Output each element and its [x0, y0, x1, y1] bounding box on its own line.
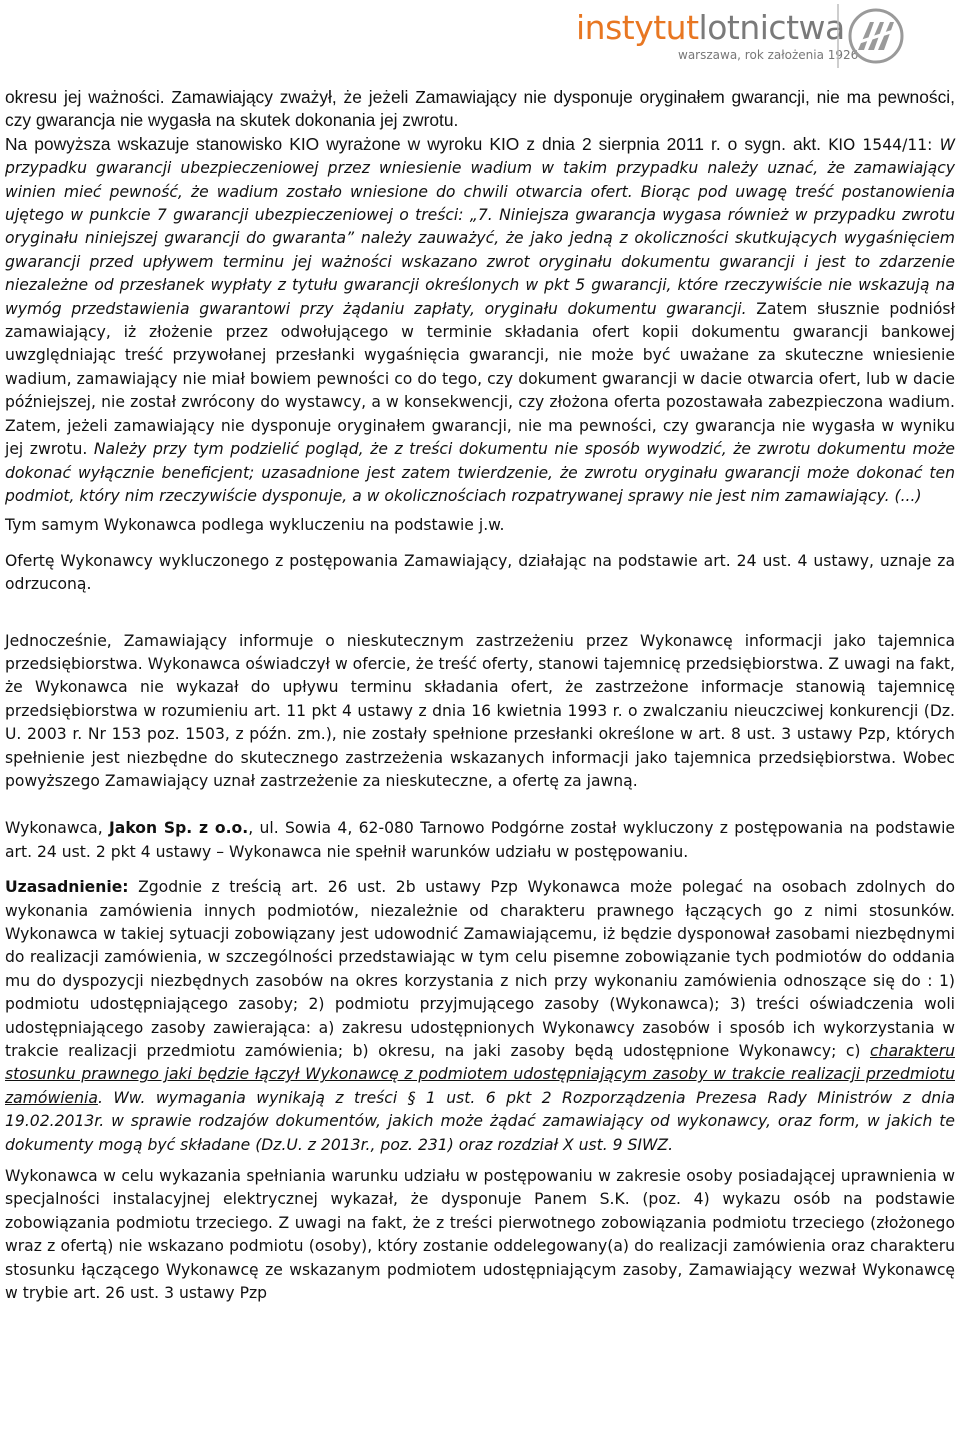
kio-ruling-intro: Na powyższa wskazuje stanowisko KIO wyrażone w wyroku KIO z dnia 2 sierpnia 2011 r. o sygn. akt.	[5, 133, 821, 154]
logo-word-lotnictwa: lotnictwa	[698, 8, 845, 47]
paragraph-kio-ruling	[5, 133, 955, 509]
justification-underlined: charakteru stosunku prawnego jaki będzie łączył Wykonawcę z podmiotem udostępniającym zasoby w trakcie realizacji przedmiotu zamówienia	[5, 1042, 955, 1107]
paragraph-offer-rejected: Ofertę Wykonawcy wykluczonego z postępowania Zamawiający, działając na podstawie art. 24 ust. 4 ustawy, uznaje za odrzuconą.	[5, 551, 955, 594]
justification-regulation: . Ww. wymagania wynikają z treści § 1 ust. 6 pkt 2 Rozporządzenia Prezesa Rady Ministrów z dnia 19.02.2013r. w sprawie rodzajów dokumentów, jakich może żądać zamawiający od wykonawcy, oraz form, w jakich te dokumenty mogą być składane (Dz.U. z 2013r., poz. 231) oraz rozdział X ust. 9 SIWZ.	[5, 1088, 955, 1154]
aircraft-emblem-icon	[836, 2, 908, 70]
institute-logo-wordmark	[576, 6, 845, 50]
paragraph-trade-secret: Jednocześnie, Zamawiający informuje o nieskutecznym zastrzeżeniu przez Wykonawcę informacji jako tajemnica przedsiębiorstwa. Wykonawca oświadczył w ofercie, że treść oferty, stanowi tajemnicę przedsiębiorstwa. Z uwagi na fakt, że Wykonawca nie wykazał do upływu terminu składania ofert, że zastrzeżone informacje stanowią tajemnicę przedsiębiorstwa w rozumieniu art. 11 pkt 4 ustawy z dnia 16 kwietnia 1993 r. o zwalczaniu nieuczciwej konkurencji (Dz. U. 2003 r. Nr 153 poz. 1503, z późn. zm.), nie zostały spełnione przesłanki określone w art. 8 ust. 3 ustawy Pzp, których spełnienie jest niezbędne do skutecznego zastrzeżenia wskazanych informacji jako tajemnica przedsiębiorstwa. Wobec powyższego Zamawiający uznał zastrzeżenie za nieskuteczne, a ofertę za jawną.	[5, 631, 955, 790]
paragraph-electrical-qualification: Wykonawca w celu wykazania spełniania warunku udziału w postępowaniu w zakresie osoby posiadającej uprawnienia w specjalności instalacyjnej elektrycznej wykazał, że dysponuje Panem S.K. (poz. 4) wykazu osób na podstawie zobowiązania podmiotu trzeciego. Z uwagi na fakt, że z treści pierwotnego zobowiązania podmiotu trzeciego (złożonego wraz z ofertą) nie wskazano podmiotu (osoby), który zostanie oddelegowany(a) do realizacji zamówienia oraz charakteru stosunku łączącego Wykonawcę ze wskazanym podmiotem udostępniającym zasoby, Zamawiający wezwał Wykonawcę w trybie art. 26 ust. 3 ustawy Pzp	[5, 1167, 955, 1303]
justification-text: Zgodnie z treścią art. 26 ust. 2b ustawy Pzp Wykonawca może polegać na osobach zdolnych do wykonania zamówienia innych podmiotów, niezależnie od charakteru prawnego łączących go z nimi stosunków. Wykonawca w takiej sytuacji zobowiązany jest udowodnić Zamawiającemu, iż będzie dysponował zasobami niezbędnymi do realizacji zamówienia, w szczególności przedstawiając w tym celu pisemne zobowiązanie tych podmiotów do oddania mu do dyspozycji niezbędnych zasobów na okres korzystania z nich przy wykonaniu zamówienia odnoszące się do : 1) podmiotu udostępniającego zasoby; 2) podmiotu przyjmującego zasoby (Wykonawca); 3) treści oświadczenia woli udostępniającego zasoby zawierająca: a) zakresu udostępnionych Wykonawcy zasobów i sposób ich wykorzystania w trakcie realizacji przedmiotu zamówienia; b) okresu, na jaki zasoby będą udostępnione Wykonawcy; c)	[5, 878, 955, 1061]
jakon-lead: Wykonawca,	[5, 819, 109, 838]
jakon-company-name: Jakon Sp. z o.o.	[109, 819, 249, 838]
jakon-details: , ul. Sowia 4, 62-080 Tarnowo Podgórne został wykluczony z postępowania na podstawie art. 24 ust. 2 pkt 4 ustawy – Wykonawca nie spełnił warunków udziału w postępowaniu.	[5, 819, 956, 861]
logo-word-instytut: instytut	[576, 8, 699, 47]
justification-label: Uzasadnienie:	[5, 878, 129, 897]
kio-ruling-quote-1: W przypadku gwarancji ubezpieczeniowej przez wniesienie wadium w takim przypadku należy uznać, że zamawiający winien mieć pewność, że wadium zostało wniesione do chwili otwarcia ofert. Biorąc pod uwagę treść postanowienia ujętego w punkcie 7 gwarancji ubezpieczeniowej o treści: „7. Niniejsza gwarancja wygasa również w przypadku zwrotu oryginału niniejszej gwarancji do gwaranta” należy zauważyć, że jako jedną z okoliczności skutkujących wygaśnięciem gwarancji przed upływem terminu jej ważności wskazano zwrot oryginału dokumentu gwarancji i jest to zdarzenie niezależne od przesłanek wypłaty z tytułu gwarancji określonych w pkt 5 gwarancji, które rzeczywiście nie wskazują na wymóg przedstawienia gwarantowi przy żądaniu zapłaty, oryginału dokumentu gwarancji.	[5, 135, 955, 318]
page-header	[0, 0, 960, 76]
kio-ruling-commentary: Zatem słusznie podniósł zamawiający, iż złożenie przez odwołującego w terminie składania ofert kopii dokumentu gwarancji bankowej uwzględniając treść przywołanej przesłanki wygaśnięcia gwarancji, nie może być uważane za skuteczne wniesienie wadium, zamawiający nie miał bowiem pewności co do tego, czy dokument gwarancji w dacie otwarcia ofert, lub w dacie późniejszej, nie został zwrócony do wystawcy, a w konsekwencji, czy złożona oferta pozostawała zabezpieczona wadium. Zatem, jeżeli zamawiający nie dysponuje oryginałem gwarancji, nie ma pewności, czy gwarancja nie wygasła w wyniku jej zwrotu.	[5, 299, 955, 459]
paragraph-exclusion-conclusion: Tym samym Wykonawca podlega wykluczeniu na podstawie j.w.	[5, 516, 505, 535]
paragraph-jakon-exclusion	[5, 817, 955, 864]
kio-ruling-reference: KIO 1544/11:	[820, 135, 940, 154]
logo-tagline: warszawa, rok założenia 1926	[678, 48, 859, 62]
kio-ruling-quote-2: Należy przy tym podzielić pogląd, że z treści dokumentu nie sposób wywodzić, że zwrotu dokumentu może dokonać wyłącznie beneficjent; uzasadnione jest zatem twierdzenie, że zwrotu oryginału gwarancji może dokonać ten podmiot, który nim rzeczywiście dysponuje, a w okolicznościach rozpatrywanej sprawy nie jest nim zamawiający. (...)	[5, 440, 956, 505]
paragraph-guarantee-validity: okresu jej ważności. Zamawiający zważył, że jeżeli Zamawiający nie dysponuje oryginałem gwarancji, nie ma pewności, czy gwarancja nie wygasła na skutek dokonania jej zwrotu.	[5, 87, 955, 131]
document-body	[5, 86, 955, 1306]
paragraph-justification	[5, 876, 955, 1157]
